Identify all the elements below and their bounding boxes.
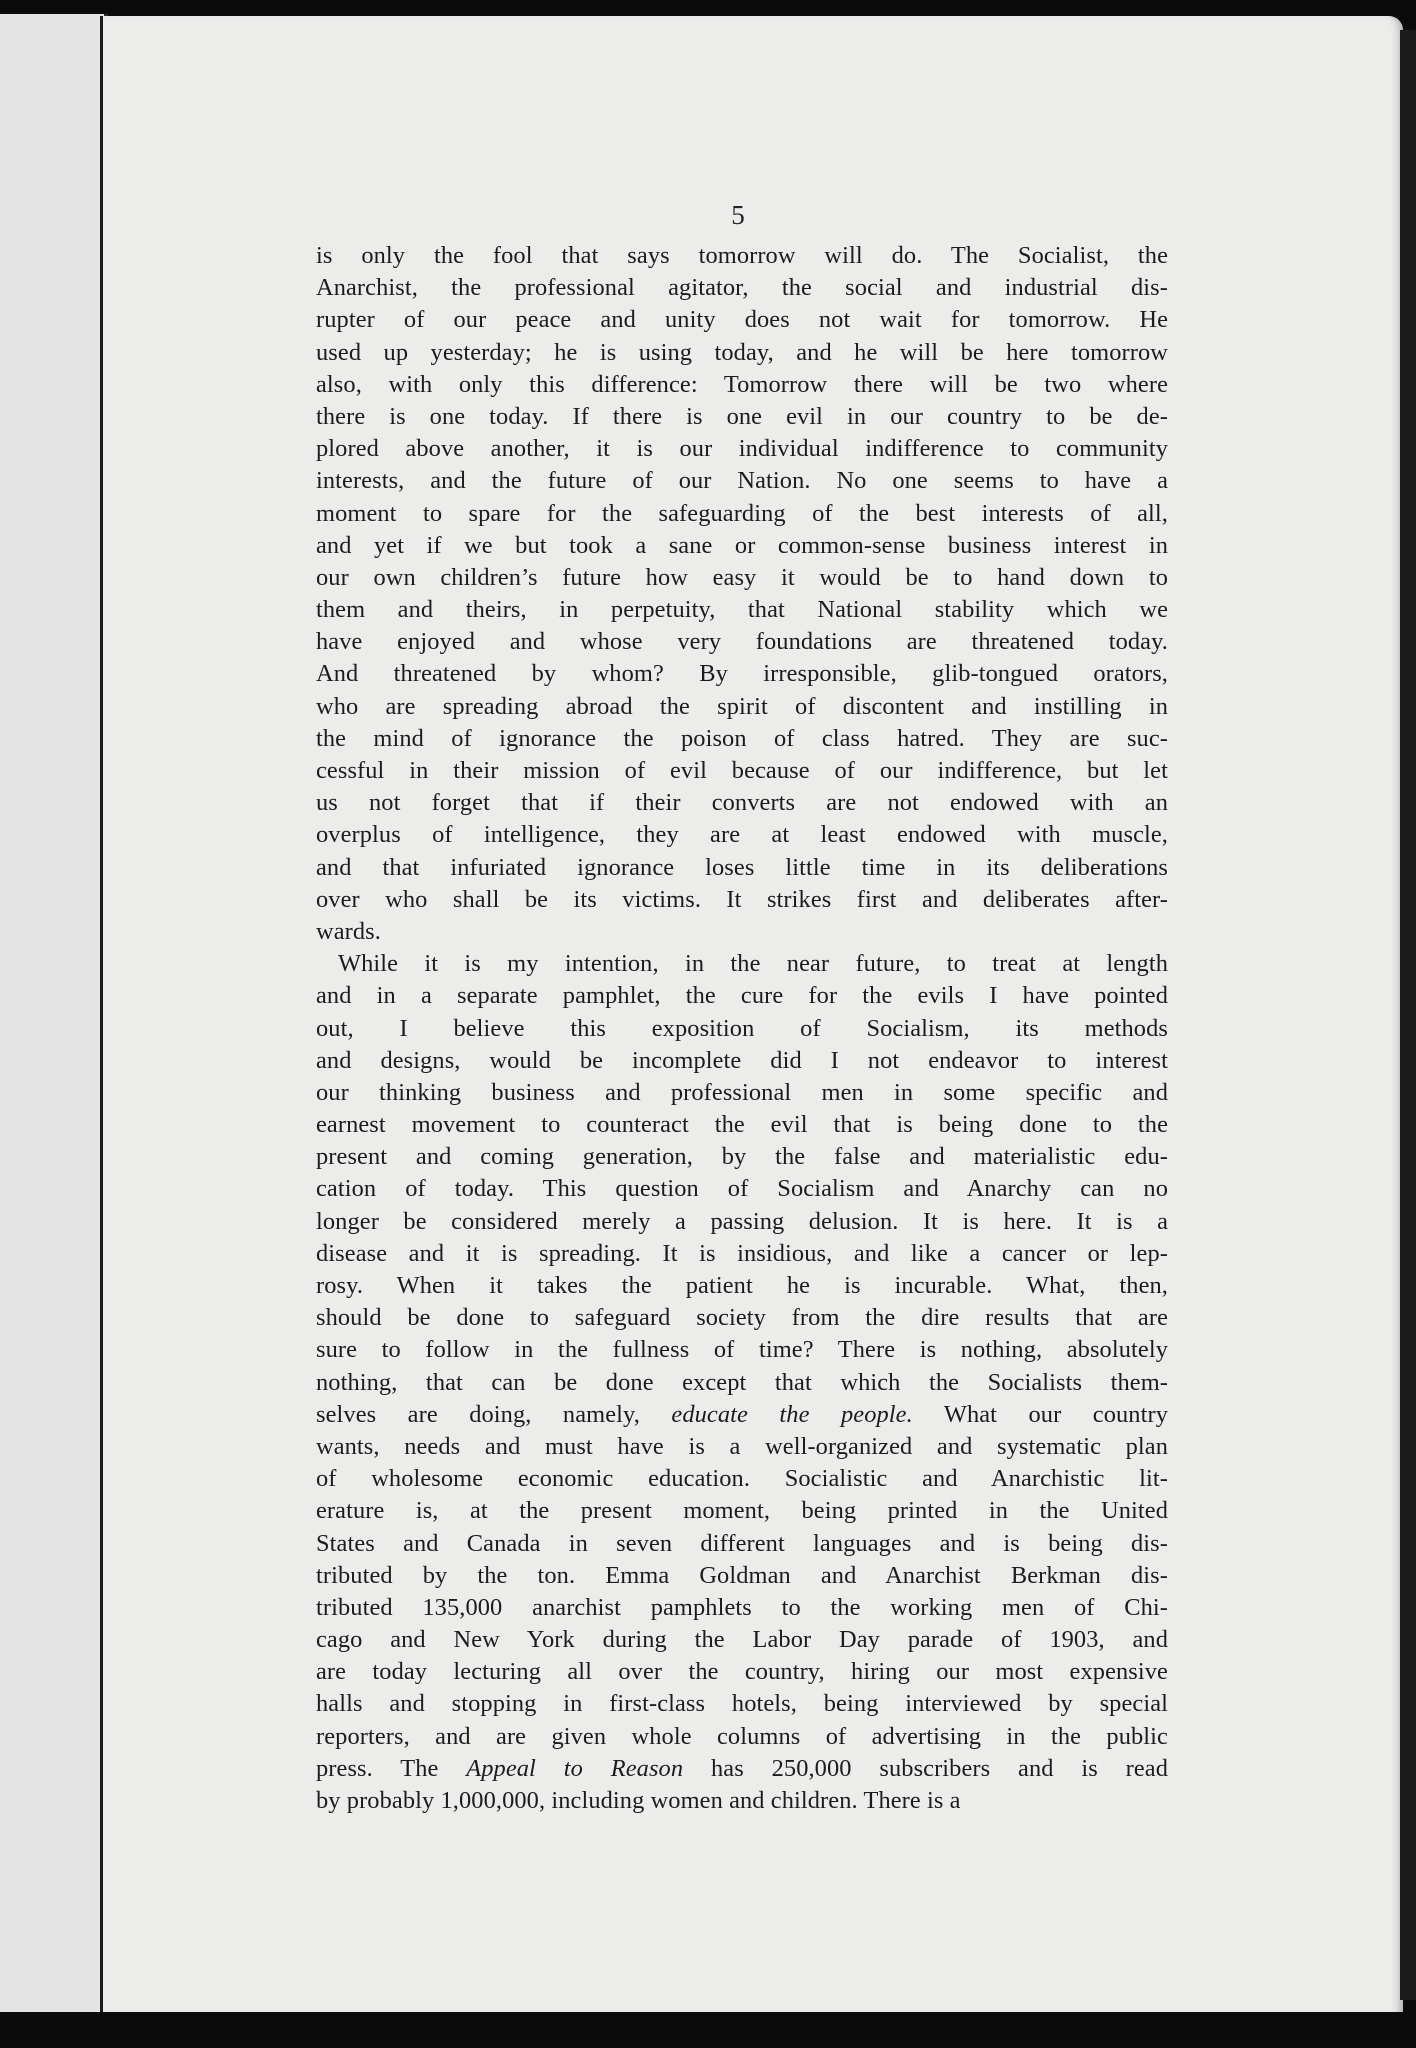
text-line [316, 498, 1168, 530]
text-line [316, 1399, 1168, 1431]
text-line [316, 658, 1168, 690]
text-line [316, 1592, 1168, 1624]
text-run: us not forget that if their converts are not endowed with an [316, 789, 1168, 817]
text-run: tributed by the ton. Emma Goldman and Anarchist Berkman dis- [316, 1561, 1168, 1589]
text-line [316, 1270, 1168, 1302]
text-run: tributed 135,000 anarchist pamphlets to the working men of Chi- [316, 1593, 1168, 1621]
text-run: out, I believe this exposition of Socialism, its methods [316, 1014, 1168, 1042]
text-run: While it is my intention, in the near future, to treat at length [338, 950, 1168, 978]
text-run: present and coming generation, by the false and materialistic edu- [316, 1143, 1168, 1171]
paragraph [316, 948, 1168, 1817]
text-line [316, 1367, 1168, 1399]
text-run: erature is, at the present moment, being printed in the United [316, 1497, 1168, 1525]
text-run: plored above another, it is our individual indifference to community [316, 435, 1168, 463]
text-line [316, 594, 1168, 626]
text-line [316, 1721, 1168, 1753]
text-run: And threatened by whom? By irresponsible, glib-tongued orators, [316, 660, 1168, 688]
text-run: halls and stopping in first-class hotels, being interviewed by special [316, 1690, 1168, 1718]
text-line [316, 1045, 1168, 1077]
text-line [316, 1109, 1168, 1141]
text-run: our own children’s future how easy it would be to hand down to [316, 563, 1168, 591]
text-run: States and Canada in seven different languages and is being dis- [316, 1529, 1168, 1557]
text-line [316, 1077, 1168, 1109]
text-line [316, 1624, 1168, 1656]
facing-page-edge [0, 14, 108, 2012]
text-line [316, 626, 1168, 658]
text-run: who are spreading abroad the spirit of discontent and instilling in [316, 692, 1168, 720]
text-run: press. The [316, 1754, 467, 1782]
text-line [316, 980, 1168, 1012]
body-text [316, 240, 1168, 1817]
text-run: there is one today. If there is one evil in our country to be de- [316, 402, 1168, 430]
text-line [316, 562, 1168, 594]
text-line [316, 337, 1168, 369]
text-line [316, 884, 1168, 916]
text-run: nothing, that can be done except that which the Socialists them- [316, 1368, 1168, 1396]
text-line [316, 1173, 1168, 1205]
text-line [316, 369, 1168, 401]
text-line [316, 1238, 1168, 1270]
text-run: are today lecturing all over the country, hiring our most expensive [316, 1658, 1168, 1686]
text-run: interests, and the future of our Nation. No one seems to have a [316, 467, 1168, 495]
text-run: has 250,000 subscribers and is read [683, 1754, 1169, 1782]
text-line [316, 1656, 1168, 1688]
text-line [316, 465, 1168, 497]
text-run: rupter of our peace and unity does not wait for tomorrow. He [316, 306, 1168, 334]
text-line [316, 1688, 1168, 1720]
text-run: our thinking business and professional men in some specific and [316, 1078, 1168, 1106]
italic-phrase: Appeal to Reason [466, 1754, 684, 1782]
text-line [316, 916, 1168, 948]
text-run: used up yesterday; he is using today, and he will be here tomorrow [316, 338, 1168, 366]
paragraph [316, 240, 1168, 948]
text-run: moment to spare for the safeguarding of the best interests of all, [316, 499, 1168, 527]
text-line [316, 1334, 1168, 1366]
text-line [316, 1753, 1168, 1785]
text-run: What our country [912, 1400, 1168, 1428]
text-run: cago and New York during the Labor Day parade of 1903, and [316, 1626, 1168, 1654]
text-run: sure to follow in the fullness of time? There is nothing, absolutely [316, 1336, 1168, 1364]
text-run: cessful in their mission of evil because of our indifference, but let [316, 757, 1168, 784]
text-line [316, 819, 1168, 851]
text-run: cation of today. This question of Socialism and Anarchy can no [316, 1175, 1168, 1203]
text-run: rosy. When it takes the patient he is incurable. What, then, [316, 1272, 1168, 1299]
text-line [316, 1463, 1168, 1495]
text-run: them and theirs, in perpetuity, that National stability which we [316, 596, 1168, 624]
page-number: 5 [731, 200, 745, 230]
text-run: reporters, and are given whole columns of advertising in the public [316, 1722, 1168, 1750]
text-line [316, 948, 1168, 980]
text-run: wants, needs and must have is a well-organized and systematic plan [316, 1432, 1168, 1460]
text-line [316, 1302, 1168, 1334]
text-line [316, 1785, 1168, 1817]
text-run: is only the fool that says tomorrow will do. The Socialist, the [316, 242, 1168, 269]
text-run: have enjoyed and whose very foundations are threatened today. [316, 628, 1168, 656]
text-line [316, 1495, 1168, 1527]
text-run: disease and it is spreading. It is insidious, and like a cancer or lep- [316, 1239, 1168, 1267]
text-line [316, 1013, 1168, 1045]
text-run: and that infuriated ignorance loses little time in its deliberations [316, 853, 1168, 881]
text-line [316, 691, 1168, 723]
text-run: earnest movement to counteract the evil that is being done to the [316, 1111, 1168, 1139]
text-line [316, 852, 1168, 884]
text-line [316, 530, 1168, 562]
text-run: over who shall be its victims. It strikes first and deliberates after- [316, 885, 1168, 913]
text-line [316, 240, 1168, 272]
text-run: of wholesome economic education. Socialistic and Anarchistic lit- [316, 1465, 1168, 1493]
text-run: the mind of ignorance the poison of class hatred. They are suc- [316, 724, 1168, 752]
text-run: and in a separate pamphlet, the cure for the evils I have pointed [316, 982, 1168, 1010]
text-line [316, 272, 1168, 304]
text-line [316, 1560, 1168, 1592]
text-run: and yet if we but took a sane or common-sense business interest in [316, 531, 1168, 559]
text-run: selves are doing, namely, [316, 1400, 672, 1428]
text-run: longer be considered merely a passing delusion. It is here. It is a [316, 1207, 1168, 1235]
text-line [316, 1528, 1168, 1560]
text-run: should be done to safeguard society from the dire results that are [316, 1304, 1168, 1332]
text-line [316, 1431, 1168, 1463]
text-line [316, 433, 1168, 465]
text-run: by probably 1,000,000, including women and children. There is a [316, 1787, 961, 1814]
text-run: Anarchist, the professional agitator, the social and industrial dis- [316, 274, 1168, 302]
text-line [316, 1206, 1168, 1238]
text-line [316, 755, 1168, 787]
scan-border [1400, 30, 1416, 2000]
text-run: wards. [316, 917, 381, 945]
text-line [316, 401, 1168, 433]
text-line [316, 787, 1168, 819]
text-line [316, 1141, 1168, 1173]
text-run: overplus of intelligence, they are at least endowed with muscle, [316, 821, 1168, 849]
text-run: also, with only this difference: Tomorrow there will be two where [316, 370, 1168, 398]
italic-phrase: educate the people. [671, 1400, 913, 1428]
text-run: and designs, would be incomplete did I not endeavor to interest [316, 1046, 1168, 1074]
text-line [316, 723, 1168, 755]
text-line [316, 304, 1168, 336]
